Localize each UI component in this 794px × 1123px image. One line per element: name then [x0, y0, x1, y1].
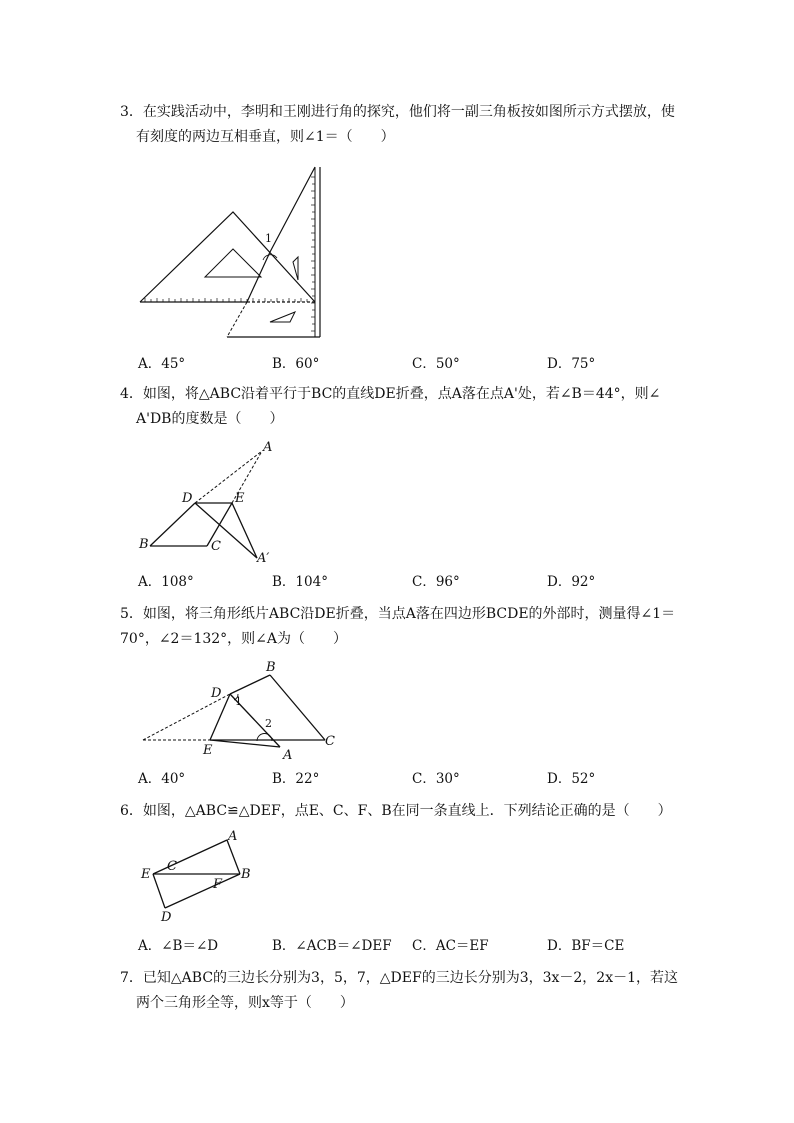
point-d-label: D — [182, 491, 193, 506]
question-3-options — [138, 352, 678, 372]
question-5-option-c[interactable]: C．30° — [412, 771, 460, 787]
point-e-label: E — [235, 491, 245, 506]
question-6-option-b[interactable]: B．∠ACB＝∠DEF — [272, 938, 392, 954]
question-4-line-2: A'DB的度数是（ ） — [136, 411, 284, 427]
question-4-option-a[interactable]: A．108° — [138, 574, 194, 590]
point-c-label: C — [167, 859, 177, 874]
question-6-line-1: 6．如图，△ABC≌△DEF，点E、C、F、B在同一条直线上．下列结论正确的是（ ） — [120, 803, 672, 819]
question-4-option-b[interactable]: B．104° — [272, 574, 328, 590]
question-5-line-2: 70°，∠2＝132°，则∠A为（ ） — [120, 631, 348, 647]
question-3-figure — [135, 162, 335, 346]
question-3 — [120, 100, 680, 150]
angle-1-label: 1 — [235, 695, 242, 708]
point-b-label: B — [241, 867, 251, 882]
point-c-label: C — [325, 734, 335, 749]
point-a-label: A — [283, 748, 293, 760]
question-5-line-1: 5．如图，将三角形纸片ABC沿DE折叠，当点A落在四边形BCDE的外部时，测量得∠1＝ — [120, 606, 676, 622]
question-5-option-b[interactable]: B．22° — [272, 771, 320, 787]
question-3-option-d[interactable]: D．75° — [547, 356, 596, 372]
question-5-option-a[interactable]: A．40° — [138, 771, 186, 787]
set-square-diagram — [135, 162, 335, 342]
point-a-prime-label: A′ — [257, 551, 270, 566]
question-6-option-c[interactable]: C．AC＝EF — [412, 938, 489, 954]
question-7 — [120, 966, 680, 1016]
question-4-line-1: 4．如图，将△ABC沿着平行于BC的直线DE折叠，点A落在点A'处，若∠B＝44°，则∠ — [120, 386, 661, 402]
question-4-figure — [135, 436, 285, 570]
question-6 — [120, 799, 680, 824]
point-d-label: D — [161, 910, 172, 925]
question-5-options — [138, 767, 678, 787]
question-3-line-1: 3．在实践活动中，李明和王刚进行角的探究，他们将一副三角板按如图所示方式摆放，使 — [120, 104, 675, 120]
question-7-line-2: 两个三角形全等，则x等于（ ） — [136, 995, 354, 1011]
fold-triangle-diagram-5 — [135, 655, 345, 760]
question-7-line-1: 7．已知△ABC的三边长分别为3，5，7，△DEF的三边长分别为3，3x－2，2x－1，若这 — [120, 970, 679, 986]
question-4-option-d[interactable]: D．92° — [547, 574, 596, 590]
question-4 — [120, 382, 680, 432]
point-b-label: B — [266, 660, 276, 675]
point-b-label: B — [139, 537, 149, 552]
question-3-option-a[interactable]: A．45° — [138, 356, 186, 372]
point-c-label: C — [211, 539, 221, 554]
question-3-line-2: 有刻度的两边互相垂直，则∠1＝（ ） — [136, 129, 395, 145]
fold-triangle-diagram-4 — [135, 436, 285, 566]
point-f-label: F — [213, 877, 223, 892]
point-e-label: E — [203, 743, 213, 758]
question-6-options — [138, 934, 678, 954]
question-4-options — [138, 570, 678, 590]
question-6-option-d[interactable]: D．BF＝CE — [547, 938, 625, 954]
point-a-label: A — [228, 829, 238, 844]
question-3-option-c[interactable]: C．50° — [412, 356, 460, 372]
point-a-label: A — [263, 440, 273, 455]
question-4-option-c[interactable]: C．96° — [412, 574, 460, 590]
angle-2-label: 2 — [265, 717, 272, 730]
question-5-figure — [135, 655, 345, 764]
question-6-option-a[interactable]: A．∠B＝∠D — [138, 938, 219, 954]
question-5 — [120, 602, 680, 652]
question-5-option-d[interactable]: D．52° — [547, 771, 596, 787]
angle-1-label: 1 — [265, 232, 272, 245]
point-d-label: D — [211, 686, 222, 701]
congruent-triangles-diagram — [135, 828, 265, 928]
point-e-label: E — [141, 867, 151, 882]
question-6-figure — [135, 828, 265, 932]
question-3-option-b[interactable]: B．60° — [272, 356, 320, 372]
